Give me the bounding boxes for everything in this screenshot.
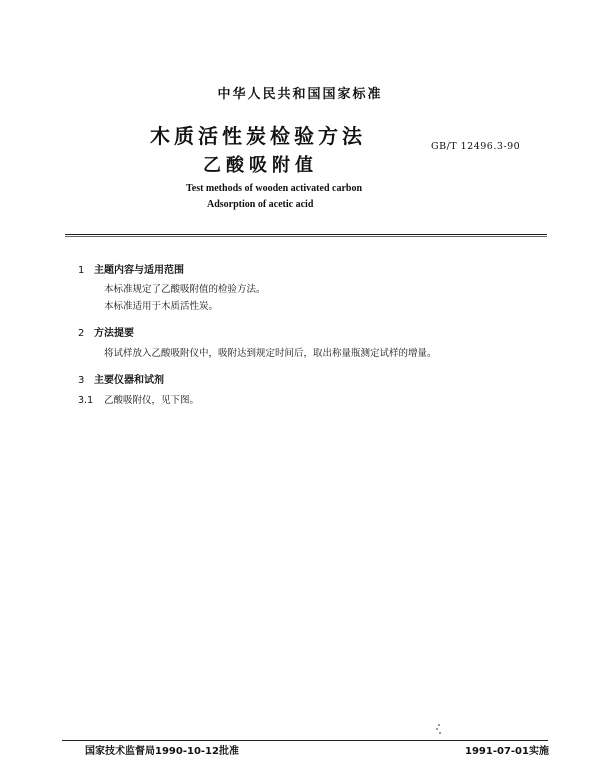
subitem-text: 乙酸吸附仪，见下图。 bbox=[104, 395, 200, 406]
paragraph: 本标准规定了乙酸吸附值的检验方法。 bbox=[104, 284, 266, 295]
header-divider-secondary bbox=[65, 236, 547, 237]
section-number: 2 bbox=[78, 328, 85, 339]
standard-code: GB/T 12496.3-90 bbox=[431, 141, 521, 152]
subitem-number: 3.1 bbox=[78, 395, 94, 406]
section-heading-3 bbox=[78, 368, 164, 387]
scan-speck bbox=[438, 724, 440, 726]
section-number: 3 bbox=[78, 375, 85, 386]
document-subtitle: 乙酸吸附值 bbox=[203, 155, 318, 176]
section-title: 主题内容与适用范围 bbox=[94, 265, 184, 276]
section-heading-2 bbox=[78, 321, 134, 340]
section-heading-1 bbox=[78, 258, 184, 277]
effective-date: 1991-07-01实施 bbox=[465, 746, 549, 757]
scan-speck bbox=[439, 732, 441, 734]
paragraph: 将试样放入乙酸吸附仪中，吸附达到规定时间后，取出称量瓶测定试样的增量。 bbox=[104, 348, 437, 359]
english-title: Test methods of wooden activated carbon bbox=[186, 183, 363, 194]
document-title: 木质活性炭检验方法 bbox=[150, 124, 366, 148]
section-title: 方法提要 bbox=[94, 328, 134, 339]
subitem-3-1 bbox=[78, 392, 199, 406]
section-number: 1 bbox=[78, 265, 85, 276]
issuing-authority: 中华人民共和国国家标准 bbox=[217, 87, 383, 102]
footer-divider bbox=[62, 740, 548, 741]
section-title: 主要仪器和试剂 bbox=[94, 375, 164, 386]
english-subtitle: Adsorption of acetic acid bbox=[207, 199, 314, 210]
approval-date: 国家技术监督局1990-10-12批准 bbox=[85, 746, 239, 757]
scan-speck bbox=[436, 728, 438, 730]
header-divider bbox=[65, 234, 547, 235]
paragraph: 本标准适用于木质活性炭。 bbox=[104, 301, 219, 312]
